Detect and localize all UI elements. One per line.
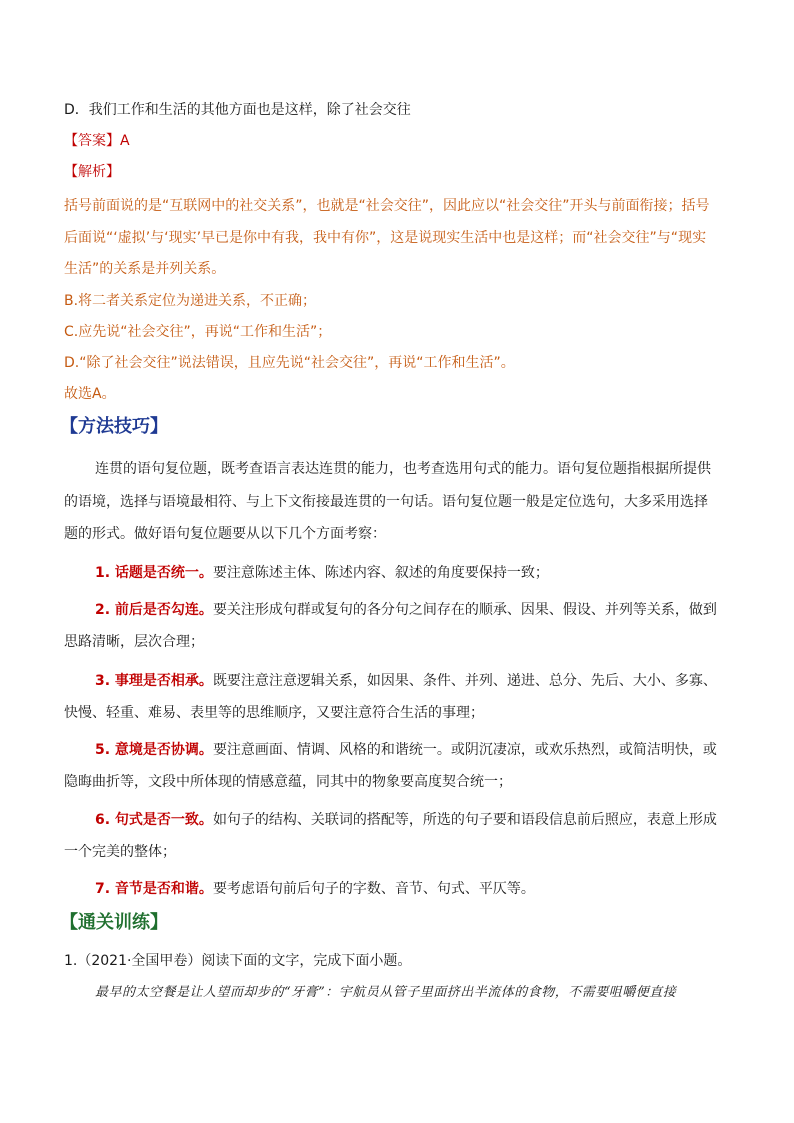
point-5-label: 5. 意境是否协调。 bbox=[95, 742, 213, 758]
analysis-option-c: C.应先说“社会交往”，再说“工作和生活”； bbox=[64, 324, 332, 340]
point-5 bbox=[95, 740, 717, 760]
answer-label: 【答案】 bbox=[64, 133, 120, 149]
point-3-text: 既要注意注意逻辑关系，如因果、条件、并列、递进、总分、先后、大小、多寡、 bbox=[212, 673, 717, 689]
analysis-line-2: 后面说“‘虚拟’与‘现实’早已是你中有我，我中有你”，这是说现实生活中也是这样；而“社会交往”与“现实 bbox=[64, 230, 707, 246]
analysis-line-1: 括号前面说的是“互联网中的社交关系”，也就是“社会交往”，因此应以“社会交往”开头与前面衔接；括号 bbox=[64, 198, 710, 214]
point-5-text: 要注意画面、情调、风格的和谐统一。或阴沉凄凉，或欢乐热烈，或简洁明快，或 bbox=[212, 742, 717, 758]
point-2-label: 2. 前后是否勾连。 bbox=[95, 602, 213, 618]
point-7-label: 7. 音节是否和谐。 bbox=[95, 881, 213, 897]
point-3-label: 3. 事理是否相承。 bbox=[95, 673, 213, 689]
point-2-text: 要关注形成句群或复句的各分句之间存在的顺承、因果、假设、并列等关系，做到 bbox=[212, 602, 717, 618]
point-1-label: 1. 话题是否统一。 bbox=[95, 565, 213, 581]
conclusion: 故选A。 bbox=[64, 386, 116, 402]
point-2 bbox=[95, 600, 717, 620]
answer-value: A bbox=[120, 133, 130, 149]
point-6-continuation: 一个完美的整体； bbox=[64, 844, 176, 860]
point-3-continuation: 快慢、轻重、难易、表里等的思维顺序，又要注意符合生活的事理； bbox=[64, 705, 484, 721]
intro-line-3: 题的形式。做好语句复位题要从以下几个方面考察： bbox=[64, 526, 386, 542]
point-3 bbox=[95, 671, 717, 691]
analysis-line-3: 生活”的关系是并列关系。 bbox=[64, 261, 226, 277]
point-6-text: 如句子的结构、关联词的搭配等，所选的句子要和语段信息前后照应，表意上形成 bbox=[212, 812, 717, 828]
answer-line bbox=[64, 131, 130, 151]
point-1-text: 要注意陈述主体、陈述内容、叙述的角度要保持一致； bbox=[212, 565, 549, 581]
question-intro: 1.（2021·全国甲卷）阅读下面的文字，完成下面小题。 bbox=[64, 953, 412, 969]
point-2-continuation: 思路清晰，层次合理； bbox=[64, 634, 204, 650]
intro-line-1: 连贯的语句复位题，既考查语言表达连贯的能力，也考查选用句式的能力。语句复位题指根据所提供 bbox=[95, 461, 711, 477]
analysis-label: 【解析】 bbox=[64, 164, 120, 180]
point-7 bbox=[95, 879, 535, 899]
option-d: D．我们工作和生活的其他方面也是这样，除了社会交往 bbox=[64, 102, 411, 118]
analysis-option-d: D.“除了社会交往”说法错误，且应先说“社会交往”，再说“工作和生活”。 bbox=[64, 355, 515, 371]
passage-line: 最早的太空餐是让人望而却步的“牙膏”：宇航员从管子里面挤出半流体的食物，不需要咀嚼便直接 bbox=[95, 985, 677, 1000]
point-5-continuation: 隐晦曲折等，文段中所体现的情感意蕴，同其中的物象要高度契合统一； bbox=[64, 774, 512, 790]
point-7-text: 要考虑语句前后句子的字数、音节、句式、平仄等。 bbox=[212, 881, 535, 897]
point-6 bbox=[95, 810, 717, 830]
method-heading: 【方法技巧】 bbox=[60, 416, 168, 437]
point-1 bbox=[95, 563, 549, 583]
analysis-option-b: B.将二者关系定位为递进关系，不正确； bbox=[64, 293, 317, 309]
point-6-label: 6. 句式是否一致。 bbox=[95, 812, 213, 828]
intro-line-2: 的语境，选择与语境最相符、与上下文衔接最连贯的一句话。语句复位题一般是定位选句，大多采用选择 bbox=[64, 494, 708, 510]
training-heading: 【通关训练】 bbox=[60, 912, 168, 933]
